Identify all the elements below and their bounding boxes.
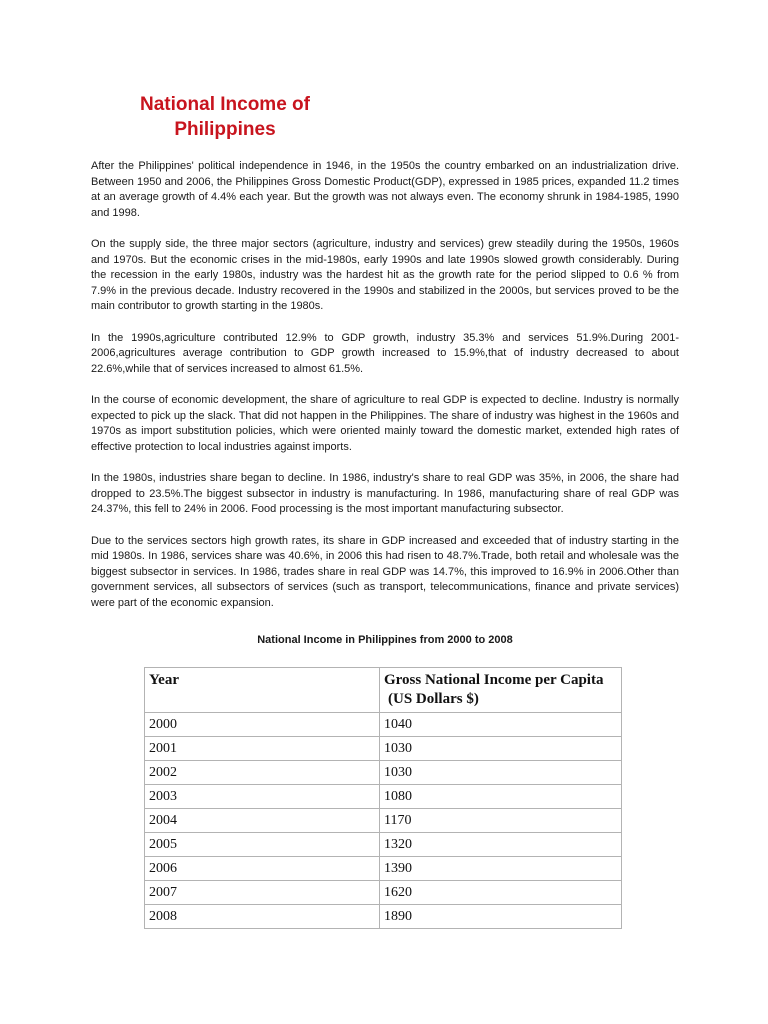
- page-title-line-1: National Income of: [140, 94, 310, 115]
- page-title-line-2: Philippines: [174, 119, 276, 140]
- table-row: [145, 881, 622, 905]
- cell-gni: 1620: [380, 881, 622, 905]
- table-row: [145, 905, 622, 929]
- paragraph-agriculture-share: In the course of economic development, the share of agriculture to real GDP is expected to decline. Industry is normally expected to pick up the slack. That did not happen in the Philippines. The share of industry was highest in the 1960s and 1970s as import substitution policies, which were oriented mainly toward the domestic market, extended high rates of effective protection to local industries against imports.: [91, 394, 679, 453]
- table-row: [145, 857, 622, 881]
- paragraph-industry-share: In the 1980s, industries share began to decline. In 1986, industry's share to real GDP was 35%, in 2006, the share had dropped to 23.5%.The biggest subsector in industry is manufacturing. In 1986, manufacturing share of real GDP was 24.37%, this fell to 24% in 2006. Food processing is the most important manufacturing subsector.: [91, 472, 679, 515]
- gni-table: [144, 667, 622, 929]
- cell-year: 2003: [145, 785, 380, 809]
- cell-gni: 1890: [380, 905, 622, 929]
- cell-gni: 1080: [380, 785, 622, 809]
- cell-year: 2005: [145, 833, 380, 857]
- cell-gni: 1040: [380, 713, 622, 737]
- cell-year: 2001: [145, 737, 380, 761]
- table-row: [145, 761, 622, 785]
- page-title: [100, 92, 350, 142]
- paragraph-independence: After the Philippines' political independence in 1946, in the 1950s the country embarked on an industrialization drive. Between 1950 and 2006, the Philippines Gross Domestic Product(GDP), expressed in 1985 prices, expanded 11.2 times at an average growth of 4.4% each year. But the growth was not always even. The economy shrunk in 1984-1985, 1990 and 1998.: [91, 160, 679, 219]
- header-year: Year: [145, 668, 380, 713]
- table-row: [145, 785, 622, 809]
- cell-gni: 1030: [380, 737, 622, 761]
- cell-year: 2000: [145, 713, 380, 737]
- cell-gni: 1170: [380, 809, 622, 833]
- cell-gni: 1320: [380, 833, 622, 857]
- table-row: [145, 713, 622, 737]
- header-gni-line-2: (US Dollars $): [388, 691, 479, 707]
- article-body: [91, 159, 679, 627]
- paragraph-services-share: Due to the services sectors high growth rates, its share in GDP increased and exceeded that of industry starting in the mid 1980s. In 1986, services share was 40.6%, in 2006 this had risen to 48.7%.Trade, both retail and wholesale was the biggest subsector in services. In 1986, trades share in real GDP was 14.7%, this improved to 16.9% in 2006.Other than government services, all subsectors of services (such as transport, telecommunications, finance and private services) were part of the economic expansion.: [91, 534, 679, 609]
- header-gni: [380, 668, 622, 713]
- table-row: [145, 737, 622, 761]
- paragraph-supply-side: On the supply side, the three major sectors (agriculture, industry and services) grew steadily during the 1950s, 1960s and 1970s. But the economic crises in the mid-1980s, early 1990s and late 1990s slowed growth considerably. During the recession in the early 1980s, industry was the hardest hit as the growth rate for the period slipped to 0.6 % from 7.9% in the previous decade. Industry recovered in the 1990s and stabilized in the 2000s, but services proved to be the main contributor to growth starting in the 1980s.: [91, 238, 679, 312]
- cell-year: 2004: [145, 809, 380, 833]
- table-row: [145, 833, 622, 857]
- paragraph-sector-contributions: In the 1990s,agriculture contributed 12.9% to GDP growth, industry 35.3% and services 51.9%.During 2001-2006,agricultures average contribution to GDP growth increased to 15.9%,that of industry decreased to about 22.6%,while that of services increased to almost 61.5%.: [91, 331, 679, 375]
- cell-year: 2008: [145, 905, 380, 929]
- header-gni-line-1: Gross National Income per Capita: [384, 672, 604, 688]
- table-header-row: [145, 668, 622, 713]
- cell-year: 2002: [145, 761, 380, 785]
- cell-gni: 1030: [380, 761, 622, 785]
- cell-year: 2006: [145, 857, 380, 881]
- cell-year: 2007: [145, 881, 380, 905]
- table-row: [145, 809, 622, 833]
- cell-gni: 1390: [380, 857, 622, 881]
- table-caption: National Income in Philippines from 2000 to 2008: [257, 634, 513, 646]
